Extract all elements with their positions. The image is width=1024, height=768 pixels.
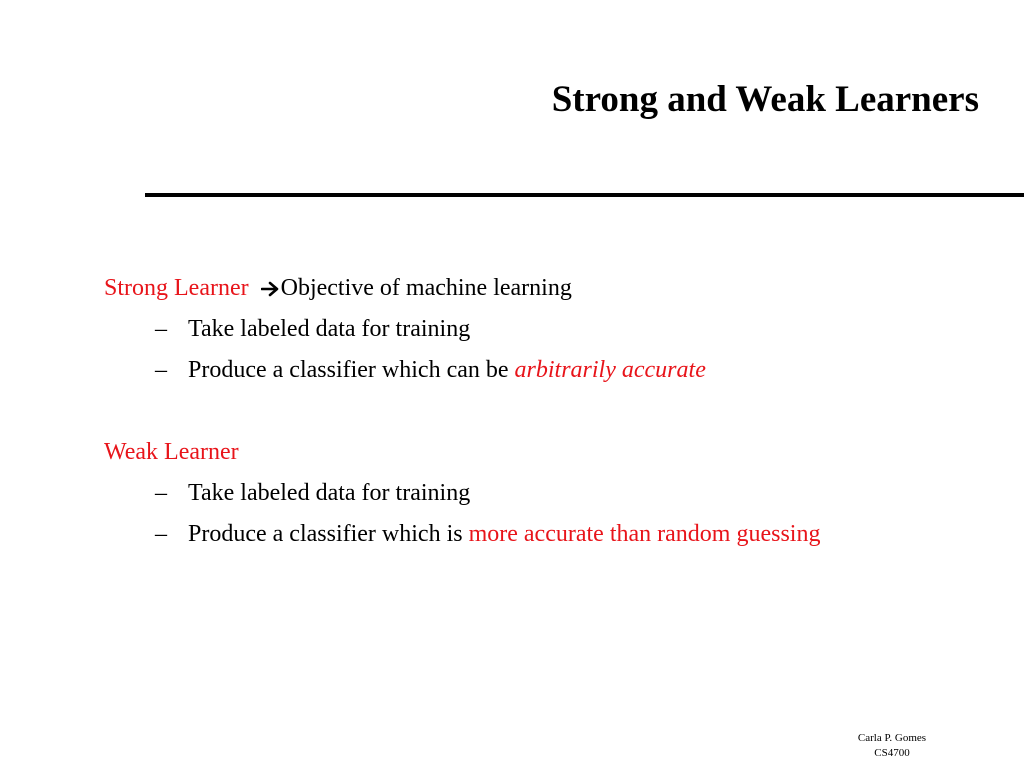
footer-course: CS4700 — [874, 747, 910, 759]
title-underline — [145, 193, 1024, 197]
bullet-dash: – — [155, 480, 167, 506]
list-item-text: Take labeled data for training — [188, 480, 471, 506]
slide-title: Strong and Weak Learners — [551, 79, 979, 120]
list-item-text: Produce a classifier which is — [188, 521, 469, 547]
list-item — [155, 314, 470, 344]
bullet-dash: – — [155, 521, 167, 547]
bullet-dash: – — [155, 316, 167, 342]
bullet-dash: – — [155, 357, 167, 383]
right-arrow-icon — [261, 276, 281, 306]
list-item-text: Produce a classifier which can be — [188, 357, 515, 383]
emphasis-text: more accurate than random guessing — [468, 521, 821, 547]
strong-learner-description: Objective of machine learning — [280, 275, 572, 301]
strong-learner-heading-line — [104, 273, 572, 306]
weak-learner-heading-line — [104, 437, 239, 467]
slide-footer — [832, 731, 952, 761]
list-item — [155, 355, 706, 385]
list-item-text: Take labeled data for training — [188, 316, 471, 342]
footer-author: Carla P. Gomes — [857, 732, 927, 744]
strong-learner-heading: Strong Learner — [104, 275, 249, 301]
list-item — [155, 519, 820, 549]
emphasis-text: arbitrarily accurate — [514, 357, 706, 383]
list-item — [155, 478, 470, 508]
weak-learner-heading: Weak Learner — [104, 439, 239, 465]
